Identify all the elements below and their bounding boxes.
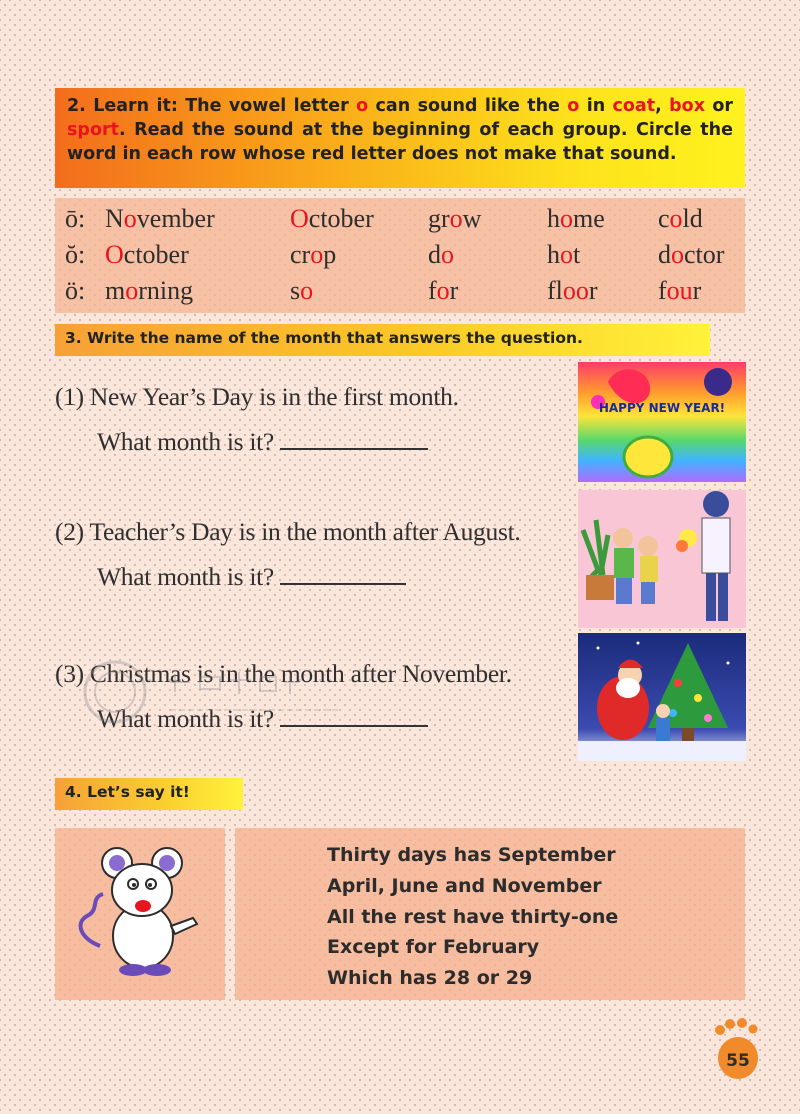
word-part: ctor [684,240,725,269]
footprint-icon [712,1016,760,1080]
word-part: s [290,276,301,305]
answer-blank[interactable] [280,446,428,450]
happy-new-year-illustration [578,362,746,482]
section-2-instructions [55,88,745,188]
red-letter: o [560,240,573,269]
highlight-coat: coat [612,96,656,116]
word[interactable] [547,240,580,270]
word-part: cr [290,240,311,269]
instr-text: . Read the sound at the beginning of each group. Circle the word in each row whose red letter does not make that sound. [67,120,733,164]
question-1-prompt [97,427,428,457]
red-letter: o [310,240,324,269]
answer-blank[interactable] [280,581,406,585]
word[interactable] [290,276,313,306]
word[interactable] [658,204,703,234]
poem-line: Except for February [327,936,540,959]
word[interactable] [105,204,215,234]
word-part: vember [136,204,215,233]
instr-text: in [579,96,613,116]
word-part: r [588,276,598,305]
word-part: t [573,240,581,269]
vowel-symbol: ō: [65,204,86,233]
happy-new-year-text: HAPPY NEW YEAR! [598,401,726,415]
question-3-text: (3) Christmas is in the month after November. [55,659,512,688]
publisher-watermark [75,652,375,732]
word-part: m [105,276,126,305]
vowel-symbol: ŏ: [65,240,86,269]
prompt-text: What month is it? [97,562,274,591]
instr-text: 2. Learn it: The vowel letter [67,96,357,116]
red-letter: o [436,276,450,305]
word[interactable] [658,276,701,306]
word-part: h [547,204,560,233]
word[interactable] [105,276,193,306]
red-letter: o [449,204,463,233]
mouse-picture-box [55,828,225,1000]
vowel-symbol: ö: [65,276,86,305]
publisher-seal-icon [75,652,375,732]
poem-line: Thirty days has September [327,844,616,866]
word-part: N [105,204,124,233]
word-part: ctober [123,240,189,269]
word-part: r [449,276,459,305]
highlight-sport: sport [67,120,119,140]
red-letter: o [300,276,314,305]
word[interactable] [658,240,724,270]
question-2-text: (2) Teacher’s Day is in the month after August. [55,517,521,546]
section-3-title: 3. Write the name of the month that answers the question. [55,324,710,356]
word[interactable] [105,240,189,270]
red-letter: oo [562,276,589,305]
word-part: w [462,204,482,233]
word-part: f [658,276,667,305]
red-letter: o [671,240,684,269]
teachers-day-picture [578,490,746,628]
word[interactable] [547,276,598,306]
word-part: d [428,240,441,269]
red-letter: O [290,204,309,233]
red-letter: O [105,240,124,269]
word-part: p [323,240,337,269]
word-part: gr [428,204,450,233]
page-number: 55 [726,1051,750,1071]
word[interactable] [290,240,336,270]
word-part: rning [138,276,194,305]
word[interactable] [428,204,481,234]
poem [327,840,618,994]
vowel-table [55,198,745,313]
instr-text: , [655,96,670,116]
red-letter: ou [666,276,693,305]
red-letter: o [669,204,683,233]
word[interactable] [428,240,454,270]
prompt-text: What month is it? [97,704,274,733]
question-2-prompt [97,562,406,592]
poem-line: Which has 28 or 29 [327,967,533,990]
word-part: ctober [308,204,374,233]
red-letter: o [560,204,573,233]
word[interactable] [290,204,374,234]
word[interactable] [547,204,605,234]
happy-new-year-picture [578,362,746,482]
page-number-badge [712,1016,760,1080]
word-part: me [573,204,605,233]
section-4-title: 4. Let’s say it! [55,778,243,810]
prompt-text: What month is it? [97,427,274,456]
highlight-o: o [356,96,369,116]
red-letter: o [441,240,454,269]
word-part: c [658,204,670,233]
word-part: d [658,240,671,269]
christmas-illustration [578,633,746,761]
red-letter: o [125,276,139,305]
poem-box [235,828,745,1000]
instr-text: or [704,96,734,116]
word-part: fl [547,276,563,305]
christmas-picture [578,633,746,761]
teachers-day-illustration [578,490,746,628]
highlight-box: box [669,96,705,116]
poem-line: April, June and November [327,874,602,897]
mouse-character-illustration [55,828,225,1000]
instr-text: can sound like the [368,96,568,116]
word-part: h [547,240,560,269]
word[interactable] [428,276,458,306]
red-letter: o [123,204,137,233]
word-part: f [428,276,437,305]
poem-line: All the rest have thirty-one [327,905,619,928]
word-part: ld [682,204,703,233]
question-1-text: (1) New Year’s Day is in the first month. [55,382,459,411]
word-part: r [692,276,702,305]
highlight-o: o [567,96,580,116]
